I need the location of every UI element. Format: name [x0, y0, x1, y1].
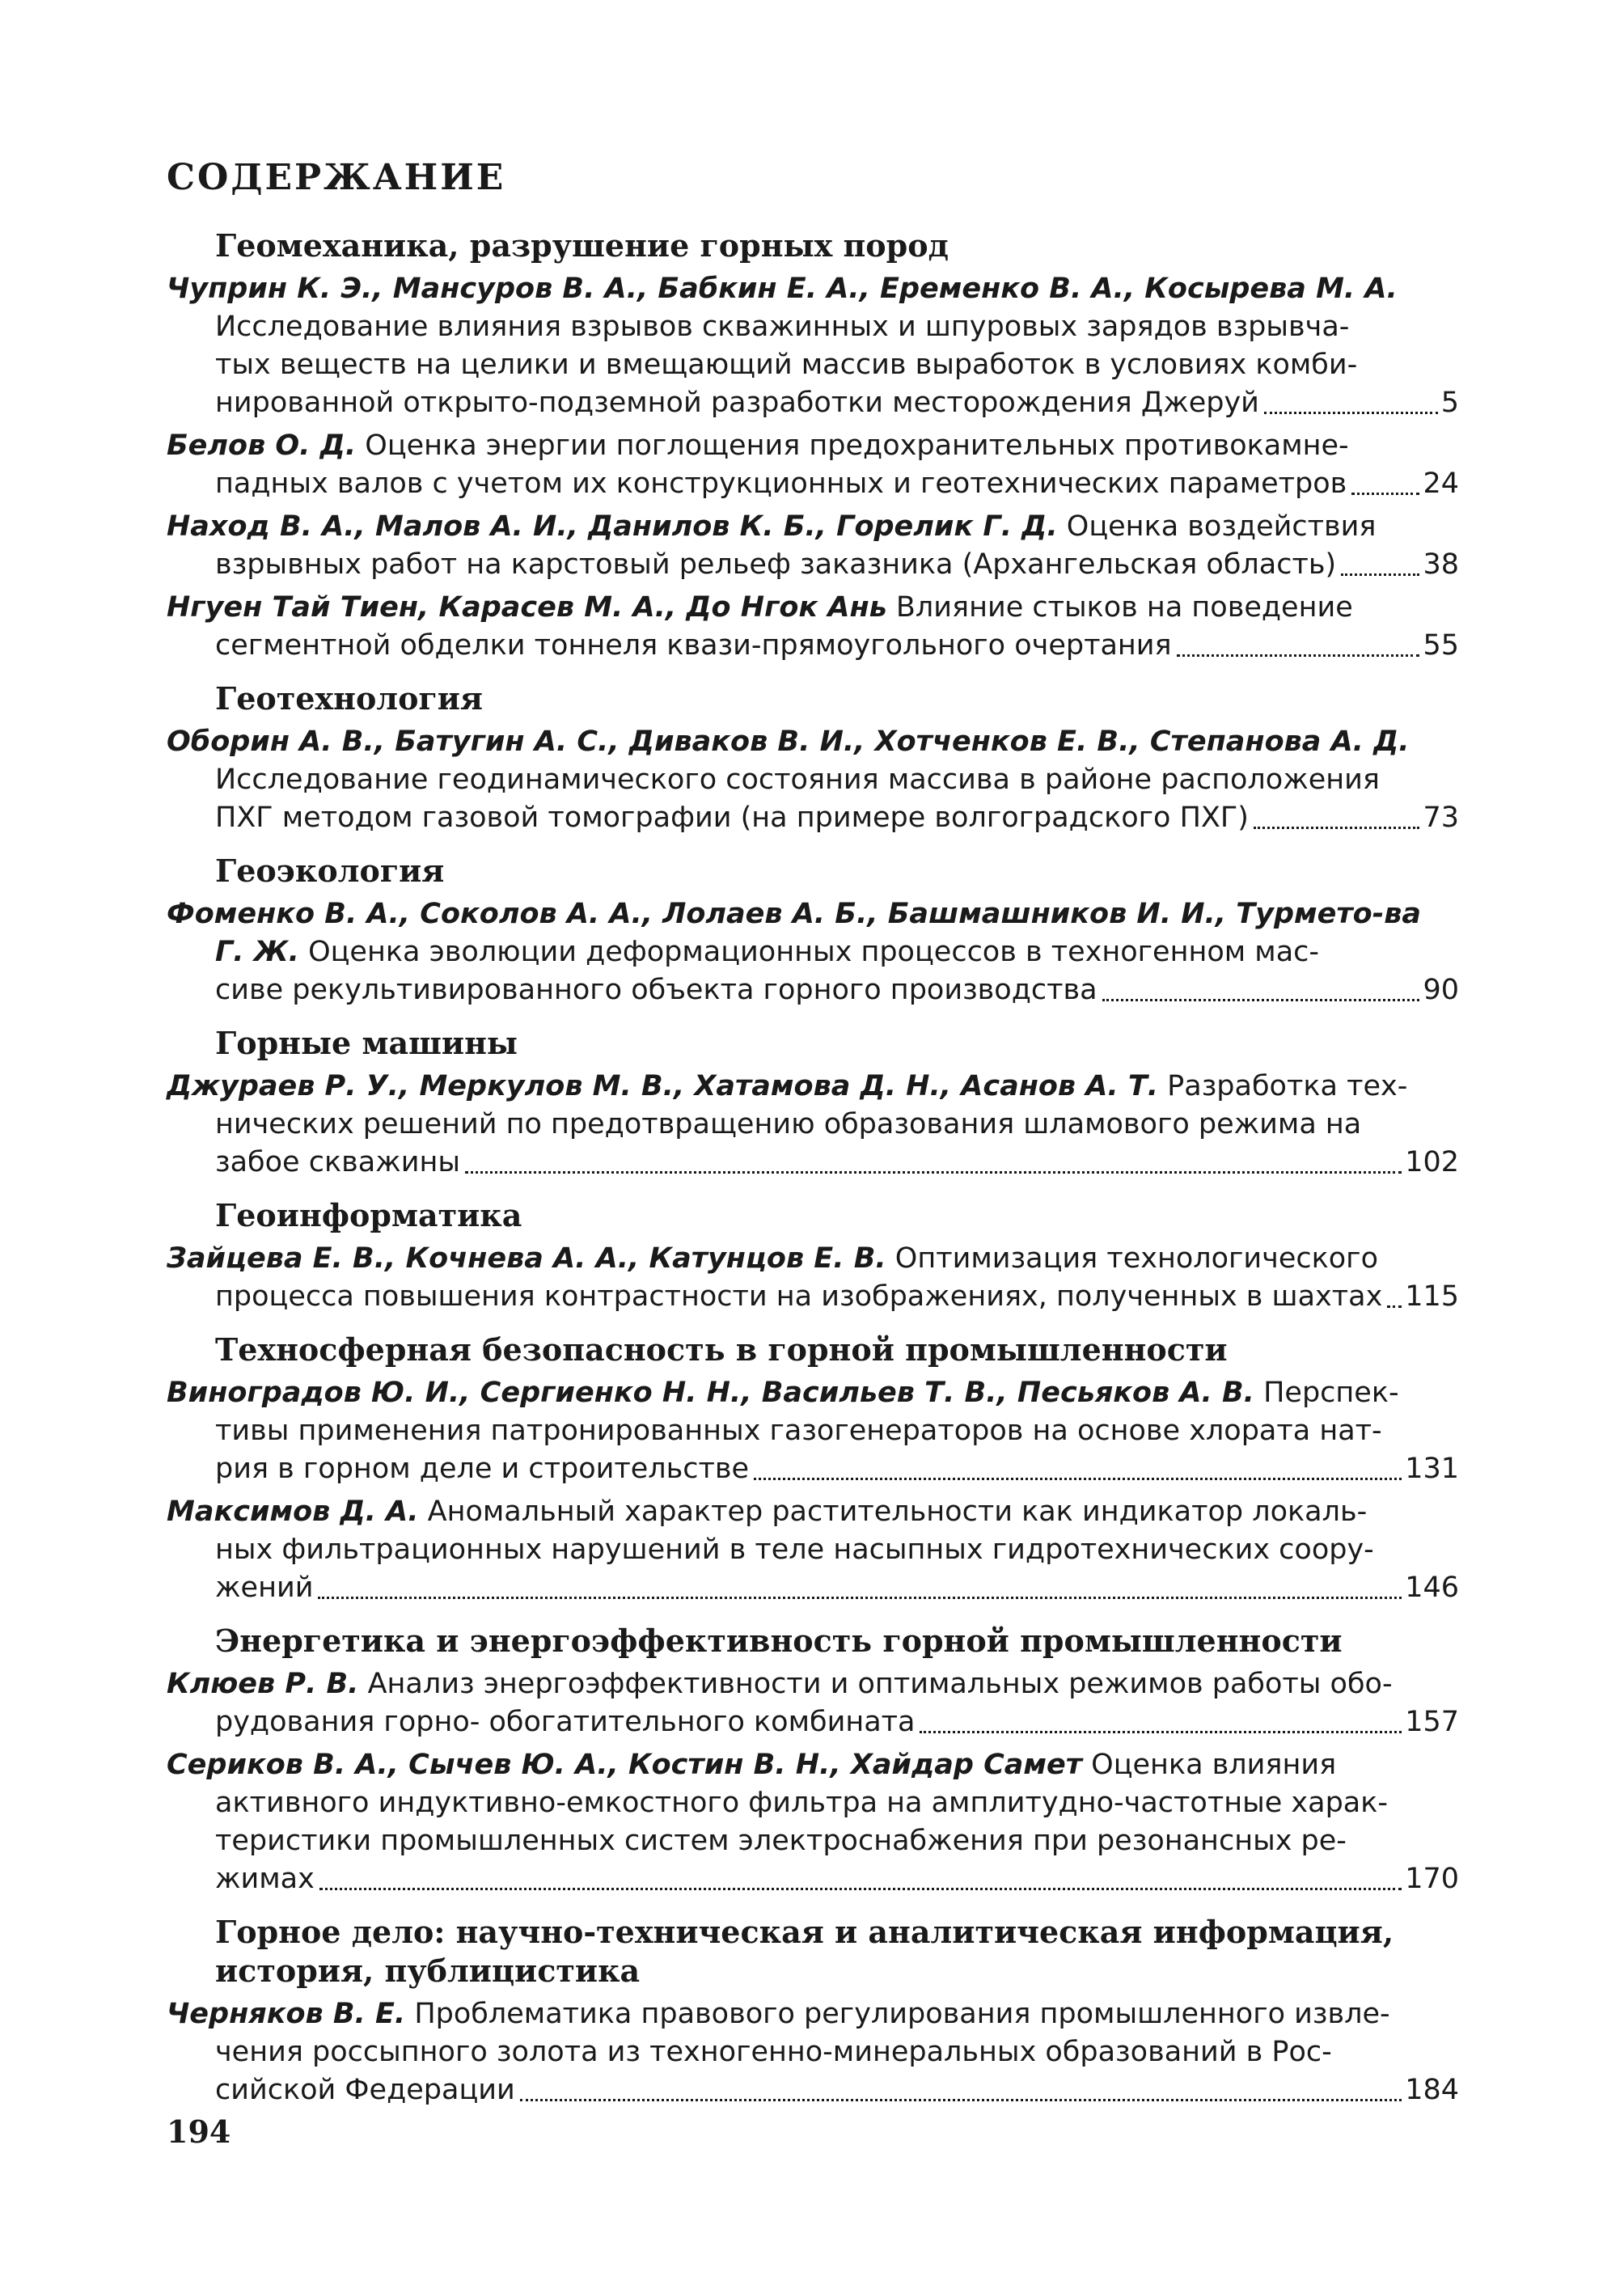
entry-title-line: рудования горно- обогатительного комбината — [215, 1706, 916, 1738]
toc-section — [167, 1196, 1459, 1316]
entry-title-line: жимах — [215, 1863, 315, 1895]
toc-section — [167, 1913, 1459, 2109]
entry-title-line: сийской Федерации — [215, 2074, 515, 2106]
entry-page-number: 131 — [1405, 1453, 1459, 1485]
entry-title-line: Исследование влияния взрывов скважинных и шпуровых зарядов взрывча- — [215, 311, 1350, 343]
entry-last-line — [215, 1144, 1459, 1182]
toc-entry[interactable] — [167, 508, 1459, 584]
dot-leader — [754, 1478, 1402, 1480]
entry-title-line: падных валов с учетом их конструкционных и геотехнических параметров — [215, 467, 1347, 500]
entry-title-line: тивы применения патронированных газогенераторов на основе хлората нат- — [215, 1415, 1382, 1447]
toc-entry[interactable] — [167, 270, 1459, 422]
entry-last-line — [215, 1278, 1459, 1316]
toc-section — [167, 1331, 1459, 1607]
entry-last-line — [215, 384, 1459, 422]
dot-leader — [920, 1731, 1402, 1733]
toc-entry[interactable] — [167, 1493, 1459, 1607]
entry-page-number: 38 — [1423, 548, 1459, 581]
entry-title-line: Оценка энергии поглощения предохранительных противокамне- — [356, 429, 1349, 462]
toc-section — [167, 1622, 1459, 1898]
section-title: Геоэкология — [215, 852, 445, 889]
toc-entry[interactable] — [167, 589, 1459, 665]
entry-title-line: Разработка тех- — [1158, 1070, 1408, 1102]
dot-leader — [318, 1597, 1402, 1599]
entry-authors: Сериков В. А., Сычев Ю. А., Костин В. Н., Хайдар Самет — [167, 1749, 1083, 1781]
entry-page-number: 24 — [1423, 467, 1459, 500]
dot-leader — [1254, 827, 1420, 829]
entry-page-number: 146 — [1405, 1572, 1459, 1604]
entry-last-line — [215, 971, 1459, 1009]
entry-title-line: сегментной обделки тоннеля квази-прямоугольного очертания — [215, 629, 1172, 662]
dot-leader — [1177, 654, 1420, 657]
toc-entry[interactable] — [167, 1068, 1459, 1182]
entry-title-line: Оценка влияния — [1082, 1749, 1337, 1781]
entry-title-line: чения россыпного золота из техногенно-минеральных образований в Рос- — [215, 2036, 1332, 2068]
toc-section — [167, 679, 1459, 837]
entry-authors: Оборин А. В., Батугин А. С., Диваков В. И., Хотченков Е. В., Степанова А. Д. — [167, 726, 1410, 758]
toc-entry[interactable] — [167, 427, 1459, 503]
dot-leader — [1102, 999, 1420, 1001]
entry-page-number: 184 — [1405, 2074, 1459, 2106]
dot-leader — [319, 1888, 1402, 1890]
entry-title-line: жений — [215, 1572, 314, 1604]
page-number: 194 — [167, 2113, 231, 2150]
entry-last-line — [215, 799, 1459, 837]
entry-title-line: процесса повышения контрастности на изображениях, полученных в шахтах — [215, 1280, 1383, 1313]
dot-leader — [1351, 493, 1419, 495]
entry-title-line: забое скважины — [215, 1146, 460, 1178]
entry-authors: Черняков В. Е. — [167, 1998, 406, 2030]
entry-authors: Клюев Р. В. — [167, 1668, 359, 1700]
entry-last-line — [215, 465, 1459, 503]
entry-title-line: Перспек- — [1254, 1377, 1399, 1409]
entry-page-number: 5 — [1440, 387, 1459, 419]
entry-title-line: тых веществ на целики и вмещающий массив выработок в условиях комби- — [215, 349, 1358, 381]
table-of-contents — [167, 212, 1459, 2109]
entry-authors: Джураев Р. У., Меркулов М. В., Хатамова Д. Н., Асанов А. Т. — [167, 1070, 1159, 1102]
entry-authors: Максимов Д. А. — [167, 1496, 419, 1528]
entry-title-line: Аномальный характер растительности как индикатор локаль- — [418, 1496, 1368, 1528]
entry-title-line: ПХГ методом газовой томографии (на примере волгоградского ПХГ) — [215, 802, 1249, 834]
entry-authors: Нгуен Тай Тиен, Карасев М. А., До Нгок Ань — [167, 591, 887, 624]
section-title: Горное дело: научно-техническая и аналитическая информация, история, публицистика — [215, 1914, 1394, 1989]
dot-leader — [520, 2099, 1402, 2101]
toc-section — [167, 1024, 1459, 1182]
toc-entry[interactable] — [167, 1746, 1459, 1898]
entry-title-line: ных фильтрационных нарушений в теле насыпных гидротехнических соору- — [215, 1534, 1374, 1566]
entry-title-line: теристики промышленных систем электроснабжения при резонансных ре- — [215, 1825, 1347, 1857]
entry-page-number: 90 — [1423, 974, 1459, 1006]
entry-title-line: Оптимизация технологического — [886, 1242, 1378, 1275]
toc-entry[interactable] — [167, 1995, 1459, 2109]
toc-section — [167, 226, 1459, 665]
section-title: Горные машины — [215, 1025, 518, 1061]
entry-title-line: активного индуктивно-емкостного фильтра на амплитудно-частотные харак- — [215, 1787, 1389, 1819]
entry-page-number: 73 — [1423, 802, 1459, 834]
section-title: Энергетика и энергоэффективность горной промышленности — [215, 1622, 1343, 1659]
entry-title-line: Оценка воздействия — [1057, 510, 1377, 543]
toc-entry[interactable] — [167, 1374, 1459, 1488]
toc-entry[interactable] — [167, 1240, 1459, 1316]
entry-authors: Виноградов Ю. И., Сергиенко Н. Н., Васильев Т. В., Песьяков А. В. — [167, 1377, 1254, 1409]
entry-title-line: Анализ энергоэффективности и оптимальных режимов работы обо- — [358, 1668, 1393, 1700]
toc-entry[interactable] — [167, 1665, 1459, 1741]
dot-leader — [1341, 573, 1419, 576]
section-title: Геоинформатика — [215, 1197, 522, 1233]
entry-page-number: 102 — [1405, 1146, 1459, 1178]
toc-entry[interactable] — [167, 723, 1459, 837]
entry-last-line — [215, 546, 1459, 584]
entry-authors: Зайцева Е. В., Кочнева А. А., Катунцов Е. В. — [167, 1242, 886, 1275]
dot-leader — [1387, 1305, 1402, 1308]
entry-title-line: рия в горном деле и строительстве — [215, 1453, 750, 1485]
section-title: Геотехнология — [215, 680, 483, 717]
toc-section — [167, 852, 1459, 1009]
entry-title-line: сиве рекультивированного объекта горного производства — [215, 974, 1097, 1006]
entry-page-number: 170 — [1405, 1863, 1459, 1895]
dot-leader — [465, 1171, 1402, 1174]
section-title: Техносферная безопасность в горной промышленности — [215, 1331, 1228, 1368]
toc-title: СОДЕРЖАНИЕ — [167, 157, 506, 198]
entry-last-line — [215, 1703, 1459, 1741]
entry-title-line: Влияние стыков на поведение — [886, 591, 1353, 624]
entry-title-line: Проблематика правового регулирования промышленного извле- — [405, 1998, 1390, 2030]
entry-last-line — [215, 2071, 1459, 2109]
entry-title-line: Оценка эволюции деформационных процессов в техногенном мас- — [298, 936, 1320, 968]
entry-page-number: 115 — [1405, 1280, 1459, 1313]
entry-page-number: 55 — [1423, 629, 1459, 662]
entry-last-line — [215, 1450, 1459, 1488]
entry-last-line — [215, 1860, 1459, 1898]
entry-page-number: 157 — [1405, 1706, 1459, 1738]
entry-title-line: Исследование геодинамического состояния массива в районе расположения — [215, 764, 1380, 796]
entry-last-line — [215, 627, 1459, 665]
entry-title-line: нических решений по предотвращению образования шламового режима на — [215, 1108, 1362, 1140]
entry-authors: Белов О. Д. — [167, 429, 357, 462]
toc-entry[interactable] — [167, 895, 1459, 1009]
entry-title-line: взрывных работ на карстовый рельеф заказника (Архангельская область) — [215, 548, 1337, 581]
entry-authors: Чуприн К. Э., Мансуров В. А., Бабкин Е. А., Еременко В. А., Косырева М. А. — [167, 273, 1398, 305]
entry-authors: Фоменко В. А., Соколов А. А., Лолаев А. Б., Башмашников И. И., Турмето-ва Г. Ж. — [167, 898, 1421, 968]
entry-authors: Наход В. А., Малов А. И., Данилов К. Б., Горелик Г. Д. — [167, 510, 1058, 543]
dot-leader — [1264, 412, 1438, 414]
section-title: Геомеханика, разрушение горных пород — [215, 227, 949, 264]
entry-title-line: нированной открыто-подземной разработки месторождения Джеруй — [215, 387, 1259, 419]
entry-last-line — [215, 1569, 1459, 1607]
